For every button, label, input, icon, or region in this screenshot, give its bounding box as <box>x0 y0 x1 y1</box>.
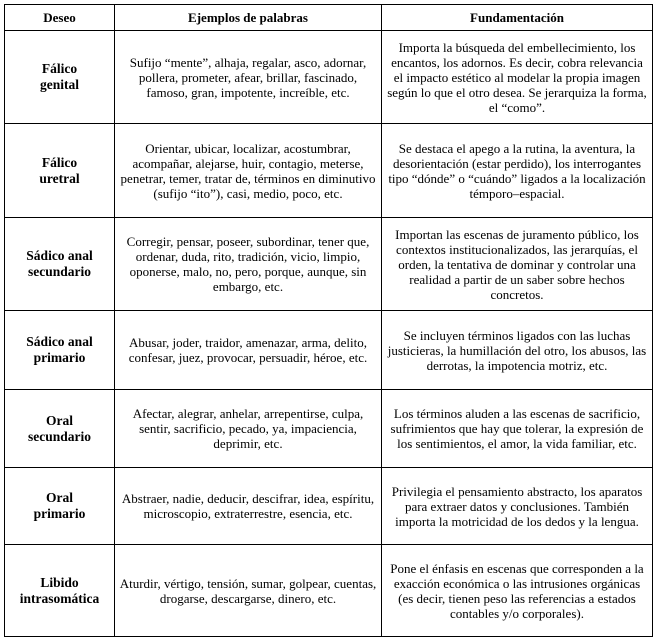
desire-name-line2: primario <box>33 506 86 521</box>
header-rationale: Fundamentación <box>382 5 653 31</box>
desire-cell <box>5 468 115 545</box>
header-row <box>5 5 653 31</box>
rationale-cell: Privilegia el pensamiento abstracto, los aparatos para extraer datos y conclusiones. También importa la motricidad de los dedos y la lengua. <box>382 468 653 545</box>
desire-name-line2: genital <box>40 77 79 92</box>
desire-cell <box>5 545 115 637</box>
table-row <box>5 311 653 390</box>
examples-cell: Corregir, pensar, poseer, subordinar, tener que, ordenar, duda, rito, tradición, vicio, limpio, oponerse, malo, no, pero, porque, aunque, sin embargo, etc. <box>115 218 382 311</box>
rationale-cell: Importan las escenas de juramento público, los contextos institucionalizados, las jerarquías, el orden, la tentativa de dominar y controlar una realidad a partir de un saber sobre hechos concretos. <box>382 218 653 311</box>
desire-name-line1: Oral <box>46 412 73 428</box>
desire-name-line1: Fálico <box>41 154 78 170</box>
examples-cell: Sufijo “mente”, alhaja, regalar, asco, adornar, pollera, prometer, afear, brillar, fascinado, famoso, gran, impotente, increíble, etc. <box>115 31 382 124</box>
rationale-cell: Se incluyen términos ligados con las luchas justicieras, la humillación del otro, los abusos, las derrotas, la impotencia motriz, etc. <box>382 311 653 390</box>
desire-name-line1: Fálico <box>41 61 78 76</box>
rationale-cell: Pone el énfasis en escenas que corresponden a la exacción económica o las intrusiones orgánicas (es decir, tienen peso las referencias a estados contables y/o corporales). <box>382 545 653 637</box>
desire-name-line2: uretral <box>39 170 80 186</box>
desire-name-line1: Libido <box>40 574 79 590</box>
rationale-cell: Los términos aluden a las escenas de sacrificio, sufrimientos que hay que tolerar, la expresión de los sentimientos, el amor, la vida familiar, etc. <box>382 390 653 468</box>
table-row <box>5 124 653 218</box>
examples-cell: Afectar, alegrar, anhelar, arrepentirse, culpa, sentir, sacrificio, pecado, ya, impaciencia, deprimir, etc. <box>115 390 382 468</box>
examples-cell: Abstraer, nadie, deducir, descifrar, idea, espíritu, microscopio, extraterrestre, esencia, etc. <box>115 468 382 545</box>
table-row <box>5 390 653 468</box>
rationale-cell: Importa la búsqueda del embellecimiento, los encantos, los adornos. Es decir, cobra relevancia el impacto estético al modelar la propia imagen según lo que el otro desea. Se jerarquiza la forma, el “como”. <box>382 31 653 124</box>
table-container <box>4 4 653 637</box>
header-desire: Deseo <box>5 5 115 31</box>
desire-name-line1: Oral <box>46 490 73 505</box>
desire-cell <box>5 218 115 311</box>
examples-cell: Abusar, joder, traidor, amenazar, arma, delito, confesar, juez, provocar, persuadir, héroe, etc. <box>115 311 382 390</box>
desire-cell <box>5 390 115 468</box>
table-row <box>5 218 653 311</box>
desire-words-table <box>4 4 653 637</box>
desire-cell <box>5 311 115 390</box>
rationale-cell: Se destaca el apego a la rutina, la aventura, la desorientación (estar perdido), los interrogantes tipo “dónde” o “cuándo” ligados a la localización témporo–espacial. <box>382 124 653 218</box>
desire-name-line2: primario <box>33 350 86 365</box>
desire-name-line1: Sádico anal <box>26 334 93 349</box>
desire-name-line1: Sádico anal <box>26 248 93 263</box>
table-row <box>5 468 653 545</box>
header-examples: Ejemplos de palabras <box>115 5 382 31</box>
examples-cell: Aturdir, vértigo, tensión, sumar, golpear, cuentas, drogarse, descargarse, dinero, etc. <box>115 545 382 637</box>
desire-cell <box>5 124 115 218</box>
desire-name-line2: intrasomática <box>19 590 100 606</box>
desire-cell <box>5 31 115 124</box>
table-row <box>5 545 653 637</box>
table-row <box>5 31 653 124</box>
desire-name-line2: secundario <box>27 428 91 444</box>
desire-name-line2: secundario <box>27 264 91 279</box>
examples-cell: Orientar, ubicar, localizar, acostumbrar, acompañar, alejarse, huir, contagio, meterse, penetrar, temer, tratar de, términos en diminutivo (sufijo “ito”), casi, medio, poco, etc. <box>115 124 382 218</box>
